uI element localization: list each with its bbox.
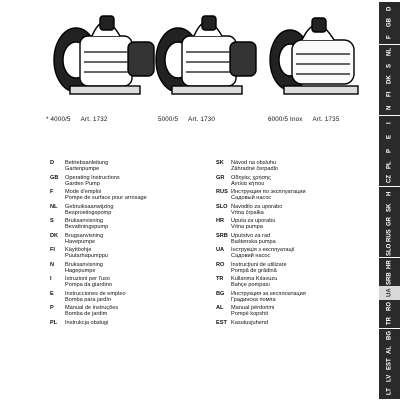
lang-code: UA xyxy=(216,247,225,253)
language-entry xyxy=(50,160,200,175)
lang-code: RO xyxy=(216,261,225,268)
manual-title: Návod na obsluhu xyxy=(231,160,277,166)
lang-code: N xyxy=(50,261,55,268)
lang-tab-h[interactable]: H xyxy=(379,187,400,201)
language-entry xyxy=(216,262,366,277)
lang-tab-ro[interactable]: RO xyxy=(379,300,400,314)
lang-tab-i[interactable]: I xyxy=(379,116,400,130)
lang-tab-fi[interactable]: FI xyxy=(379,87,400,101)
manual-title: Uputa za uporabu xyxy=(231,218,276,224)
product-name: Gartenpumpe xyxy=(65,166,100,173)
product-name: Baštenska pumpa xyxy=(231,238,276,245)
lang-code: SK xyxy=(216,160,224,166)
language-entry xyxy=(216,204,366,219)
product-name: Bomba para jardín xyxy=(65,296,112,303)
lang-code: F xyxy=(50,189,54,195)
lang-code: AL xyxy=(216,305,224,311)
language-entry xyxy=(50,204,200,219)
manual-title: Bruksanvisning xyxy=(65,218,103,224)
language-entry xyxy=(50,320,200,335)
lang-code: NL xyxy=(50,203,58,210)
manual-title: Brugsanvisning xyxy=(65,232,104,239)
product-name: Pompă de grădină xyxy=(231,267,277,274)
model-art: Art. 1730 xyxy=(188,116,216,123)
lang-tab-d[interactable]: D xyxy=(379,2,400,16)
language-entry xyxy=(216,276,366,291)
manual-title: Инструкция за експлоатация xyxy=(231,290,306,297)
lang-code: PL xyxy=(50,319,58,326)
language-entry xyxy=(50,189,200,204)
language-entry xyxy=(216,189,366,204)
lang-tab-bg[interactable]: BG xyxy=(379,329,400,343)
lang-tab-lv[interactable]: LV xyxy=(379,371,400,385)
manual-title: Gebruiksaanwijzing xyxy=(65,203,114,210)
lang-tab-s[interactable]: S xyxy=(379,59,400,73)
lang-tab-gb[interactable]: GB xyxy=(379,16,400,30)
language-entry xyxy=(216,291,366,306)
lang-tab-al[interactable]: AL xyxy=(379,343,400,357)
lang-tab-tr[interactable]: TR xyxy=(379,314,400,328)
language-tab-strip xyxy=(379,2,400,400)
manual-title: Kasutusjuhend xyxy=(231,319,269,326)
model-name: * 4000/5 xyxy=(46,116,71,123)
manual-title: Operating Instructions xyxy=(65,174,120,181)
language-entry xyxy=(216,305,366,320)
product-name: Hagepumpe xyxy=(65,267,96,274)
manual-title: Instrucţiuni de utilizare xyxy=(231,261,287,268)
lang-tab-gr[interactable]: GR xyxy=(379,215,400,229)
lang-code: I xyxy=(50,276,52,282)
product-name: Садовый насос xyxy=(231,195,272,202)
lang-code: RUS xyxy=(216,189,228,195)
model-art: Art. 1735 xyxy=(312,116,340,123)
product-name: Vrtna pumpa xyxy=(231,224,263,231)
language-entry xyxy=(50,218,200,233)
manual-title: Инструкция по эксплуатации xyxy=(231,189,306,195)
language-entry xyxy=(216,233,366,248)
lang-tab-dk[interactable]: DK xyxy=(379,73,400,87)
product-name: Градинска помпа xyxy=(231,296,276,303)
pump-2-drawing xyxy=(156,16,256,94)
product-name: Pompa da giardino xyxy=(65,282,112,289)
lang-code: P xyxy=(50,305,54,311)
manual-title: Οδηγίες χρήσης xyxy=(231,174,271,181)
lang-tab-p[interactable]: P xyxy=(379,144,400,158)
language-entry xyxy=(50,276,200,291)
model-label-3 xyxy=(268,116,339,123)
language-list-right xyxy=(216,160,366,334)
manual-title: Інструкція з експлуатації xyxy=(231,247,295,253)
product-name: Pompe de surface pour arrosage xyxy=(65,195,147,202)
language-entry xyxy=(216,218,366,233)
product-name: Садовий насос xyxy=(231,253,271,260)
manual-title: Bruksanvisning xyxy=(65,261,103,268)
lang-tab-f[interactable]: F xyxy=(379,30,400,44)
lang-code: BG xyxy=(216,290,225,297)
language-entry xyxy=(216,160,366,175)
product-name: Záhradné čerpadlo xyxy=(231,166,278,173)
manual-title: Käyttöohje xyxy=(65,247,92,253)
manual-title: Mode d'emploi xyxy=(65,189,102,195)
manual-title: Instrucciones de empleo xyxy=(65,290,126,297)
product-name: Bahçe pompası xyxy=(231,282,270,289)
model-name: 6000/5 Inox xyxy=(268,116,303,123)
product-name: Vrtna črpalka xyxy=(231,209,264,216)
lang-tab-cz[interactable]: CZ xyxy=(379,172,400,186)
product-name: Αντλία κήπου xyxy=(231,180,265,187)
product-name: Garden Pump xyxy=(65,180,100,187)
lang-code: DK xyxy=(50,232,59,239)
manual-title: Istruzioni per l'uso xyxy=(65,276,110,282)
language-entry xyxy=(216,175,366,190)
language-entry xyxy=(50,175,200,190)
language-entry xyxy=(50,247,200,262)
pump-illustrations xyxy=(40,2,370,104)
language-entry xyxy=(50,305,200,320)
model-label-1 xyxy=(46,116,108,123)
pump-drawings xyxy=(40,2,370,104)
language-entry xyxy=(216,320,366,335)
pump-1-drawing xyxy=(54,16,154,94)
manual-title: Manual përdorimi xyxy=(231,305,275,311)
lang-code: SLO xyxy=(216,203,228,210)
model-name: 5000/5 xyxy=(158,116,179,123)
lang-tab-nl[interactable]: NL xyxy=(379,45,400,59)
lang-code: TR xyxy=(216,276,224,282)
language-list-left xyxy=(50,160,200,334)
lang-code: D xyxy=(50,160,55,166)
lang-tab-hr[interactable]: HR xyxy=(379,258,400,272)
product-name: Besproeiingspomp xyxy=(65,209,112,216)
manual-title: Betriebsanleitung xyxy=(65,160,109,166)
language-entry xyxy=(50,262,200,277)
lang-tab-slo[interactable]: SLO xyxy=(379,243,400,257)
language-entry xyxy=(216,247,366,262)
lang-tab-srb[interactable]: SRB xyxy=(379,272,400,286)
product-name: Pompë kopshti xyxy=(231,311,269,318)
lang-code: GR xyxy=(216,174,225,181)
manual-title: Kullanma Kılavuzu xyxy=(231,276,278,282)
lang-tab-sk[interactable]: SK xyxy=(379,201,400,215)
product-name: Bevattningspump xyxy=(65,224,109,231)
manual-title: Manual de instruções xyxy=(65,305,119,311)
manual-title: Uputstvo za rad xyxy=(231,232,271,239)
manual-title: Instrukcja obsługi xyxy=(65,319,109,326)
lang-code: E xyxy=(50,290,54,297)
product-name: Puutarhapumppu xyxy=(65,253,108,260)
language-entry xyxy=(50,291,200,306)
lang-code: EST xyxy=(216,319,227,326)
lang-tab-est[interactable]: EST xyxy=(379,357,400,371)
lang-tab-pl[interactable]: PL xyxy=(379,158,400,172)
lang-code: S xyxy=(50,218,54,224)
lang-tab-n[interactable]: N xyxy=(379,101,400,115)
lang-code: HR xyxy=(216,218,225,224)
lang-tab-rus[interactable]: RUS xyxy=(379,229,400,243)
language-entry xyxy=(50,233,200,248)
manual-title: Navodilo za uporabo xyxy=(231,203,283,210)
product-name: Havepumpe xyxy=(65,238,96,245)
model-row xyxy=(46,116,376,128)
lang-tab-ua[interactable]: UA xyxy=(379,286,400,300)
lang-code: FI xyxy=(50,247,55,253)
lang-code: GB xyxy=(50,174,59,181)
lang-tab-e[interactable]: E xyxy=(379,130,400,144)
lang-tab-lt[interactable]: LT xyxy=(379,385,400,399)
product-name: Bomba de jardim xyxy=(65,311,108,318)
model-label-2 xyxy=(158,116,215,123)
model-art: Art. 1732 xyxy=(80,116,108,123)
lang-code: SRB xyxy=(216,232,228,239)
pump-3-drawing xyxy=(270,18,358,94)
